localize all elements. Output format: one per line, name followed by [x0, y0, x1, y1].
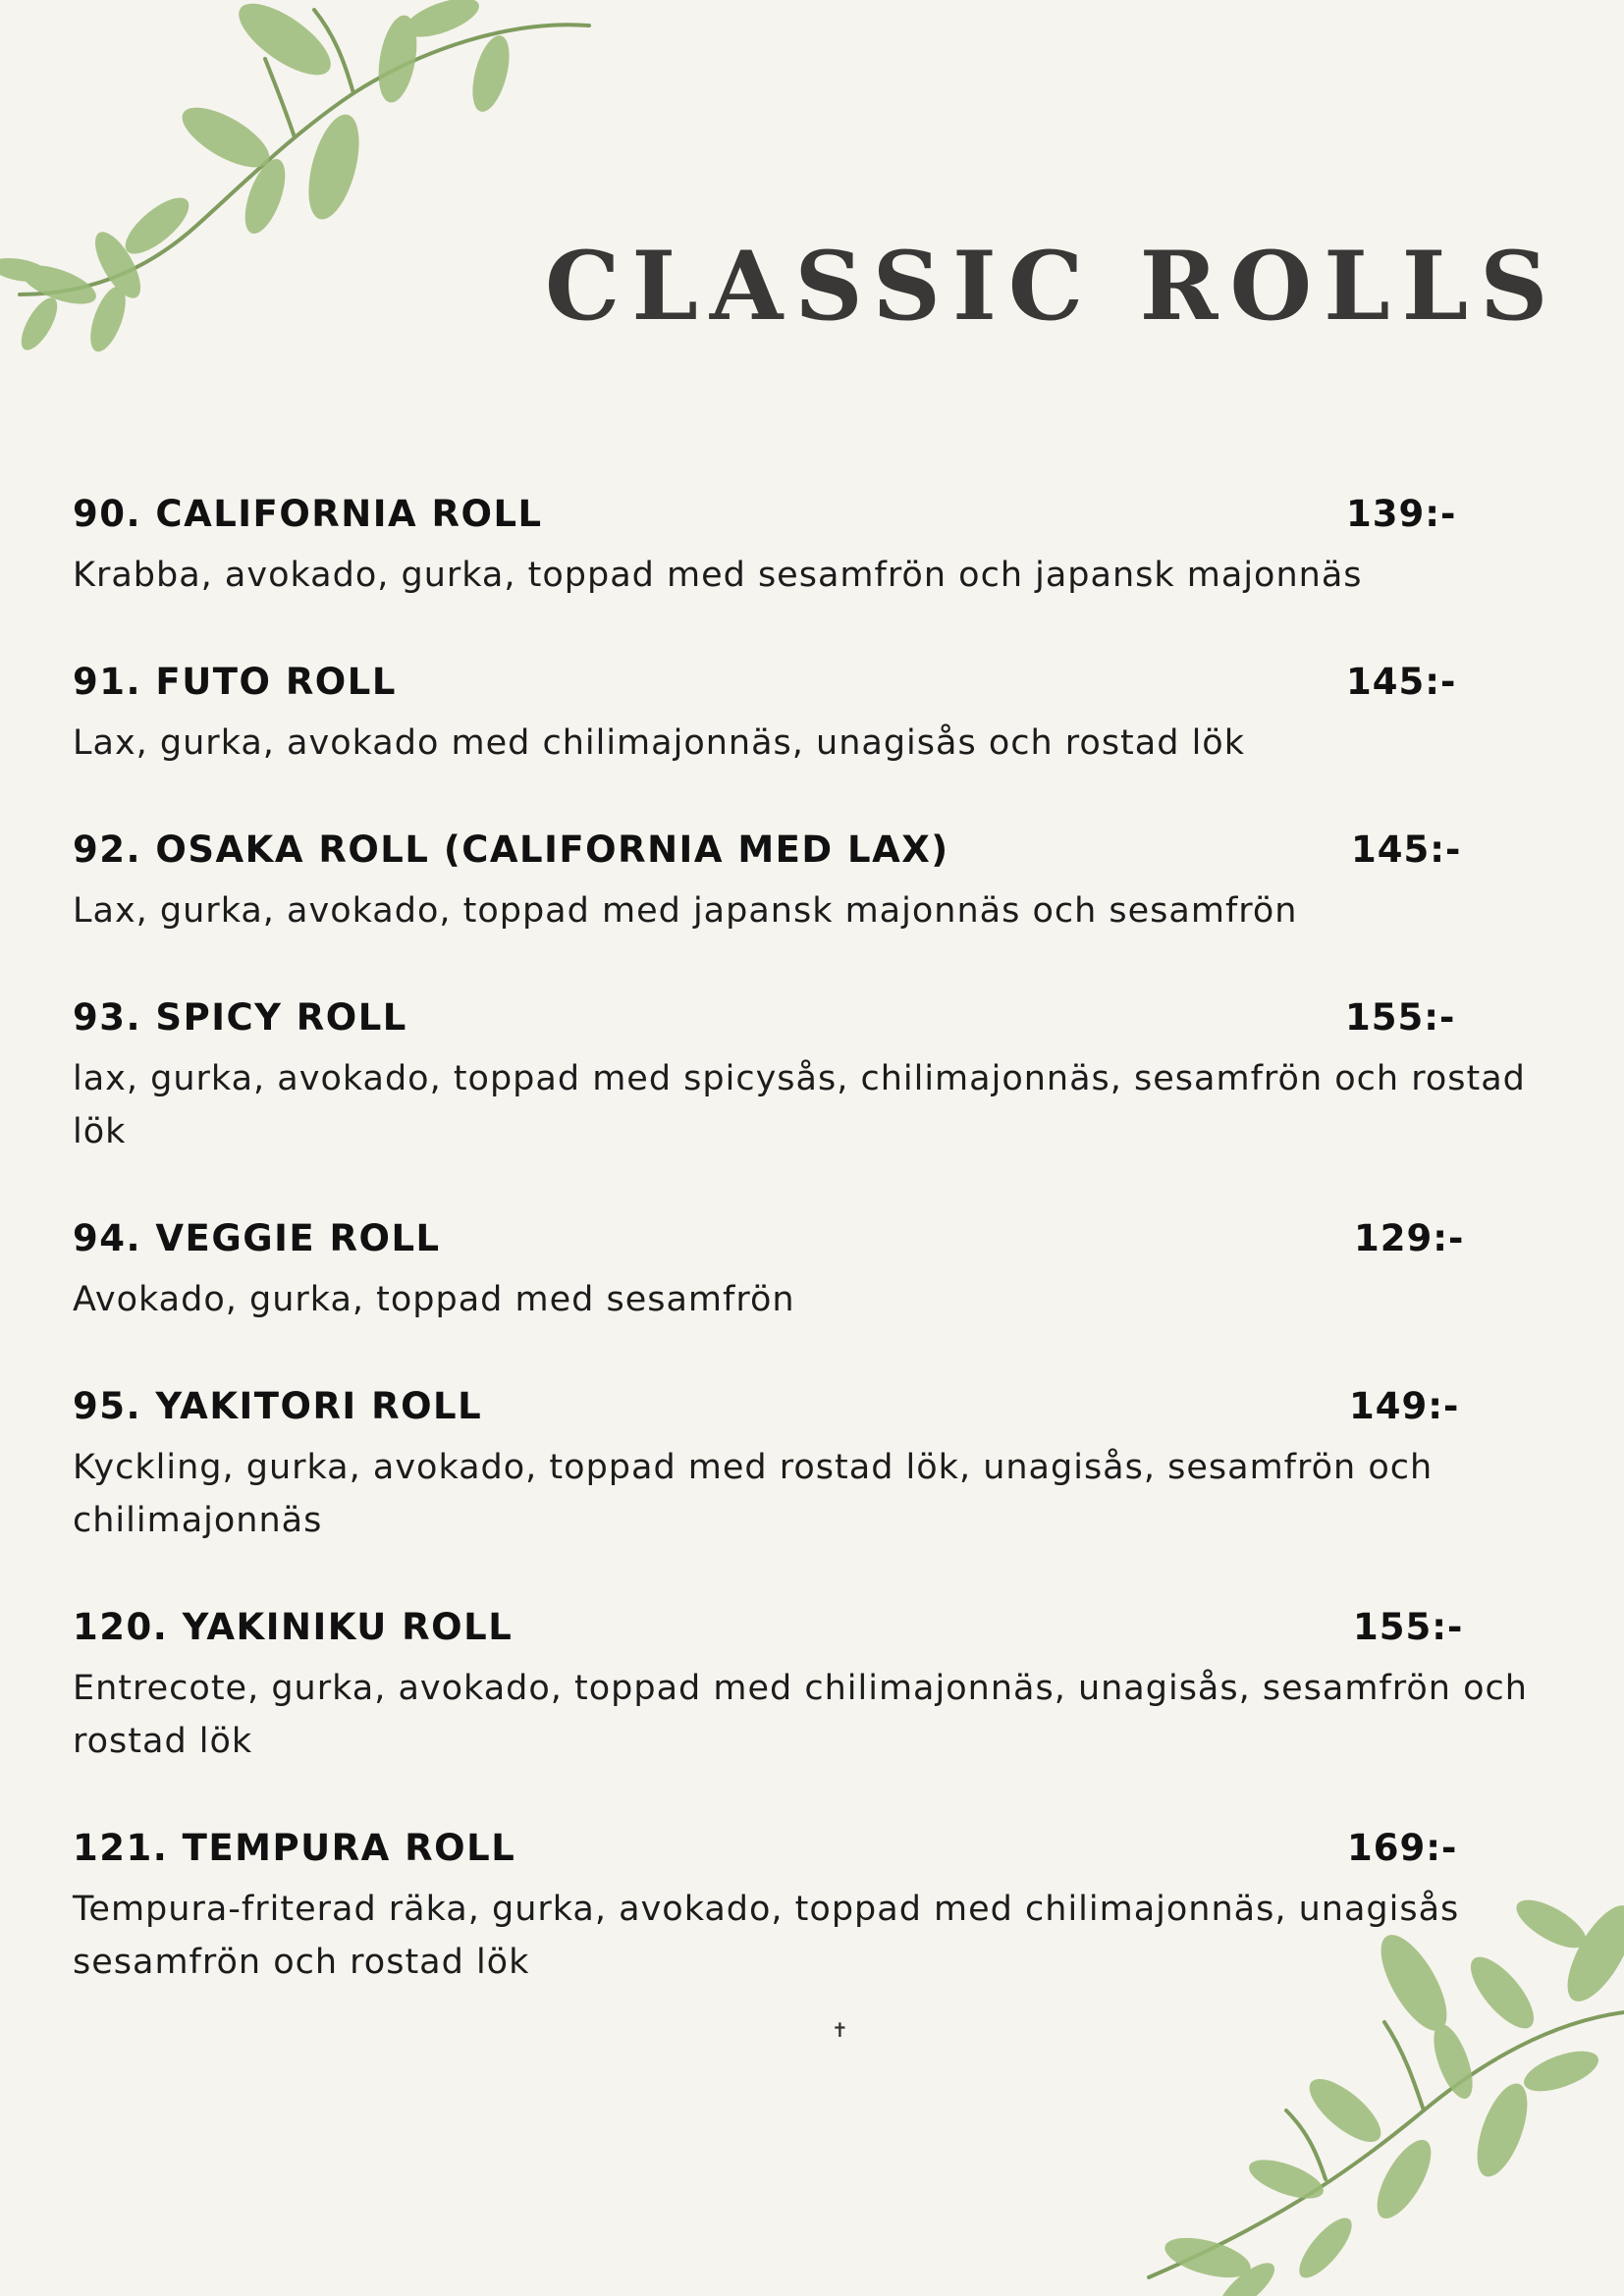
item-name: 93. SPICY ROLL	[73, 996, 407, 1039]
item-description: Lax, gurka, avokado, toppad med japansk majonnäs och sesamfrön	[73, 891, 1298, 931]
item-name: 94. VEGGIE ROLL	[73, 1217, 441, 1259]
item-price: 169:-	[1347, 1827, 1458, 1869]
item-description: Lax, gurka, avokado med chilimajonnäs, unagisås och rostad lök	[73, 723, 1245, 763]
item-name: 90. CALIFORNIA ROLL	[73, 493, 543, 535]
item-description: lax, gurka, avokado, toppad med spicysås, chilimajonnäs, sesamfrön och rostad lök	[73, 1059, 1526, 1151]
leaf-branch-bottom-right-icon	[1090, 1885, 1624, 2296]
item-description: Kyckling, gurka, avokado, toppad med rostad lök, unagisås, sesamfrön och chilimajonnäs	[73, 1448, 1434, 1540]
item-name: 121. TEMPURA ROLL	[73, 1827, 516, 1869]
item-description: Krabba, avokado, gurka, toppad med sesamfrön och japansk majonnäs	[73, 556, 1363, 595]
item-price: 149:-	[1349, 1385, 1460, 1427]
item-description: Entrecote, gurka, avokado, toppad med chilimajonnäs, unagisås, sesamfrön och rostad lök	[73, 1669, 1528, 1761]
item-description: Tempura-friterad räka, gurka, avokado, toppad med chilimajonnäs, unagisås sesamfrön och rostad lök	[73, 1890, 1460, 1982]
page-title: CLASSIC ROLLS	[545, 231, 1560, 343]
item-description: Avokado, gurka, toppad med sesamfrön	[73, 1280, 795, 1319]
cursor-cross-icon: ✝	[832, 2018, 848, 2042]
item-price: 145:-	[1351, 828, 1462, 871]
item-name: 92. OSAKA ROLL (CALIFORNIA MED LAX)	[73, 828, 949, 871]
item-name: 95. YAKITORI ROLL	[73, 1385, 483, 1427]
item-name: 120. YAKINIKU ROLL	[73, 1606, 514, 1648]
item-price: 155:-	[1353, 1606, 1464, 1648]
item-price: 145:-	[1346, 661, 1457, 703]
item-price: 129:-	[1354, 1217, 1465, 1259]
item-price: 155:-	[1345, 996, 1456, 1039]
leaf-branch-top-left-icon	[0, 0, 609, 393]
item-name: 91. FUTO ROLL	[73, 661, 397, 703]
item-price: 139:-	[1346, 493, 1457, 535]
